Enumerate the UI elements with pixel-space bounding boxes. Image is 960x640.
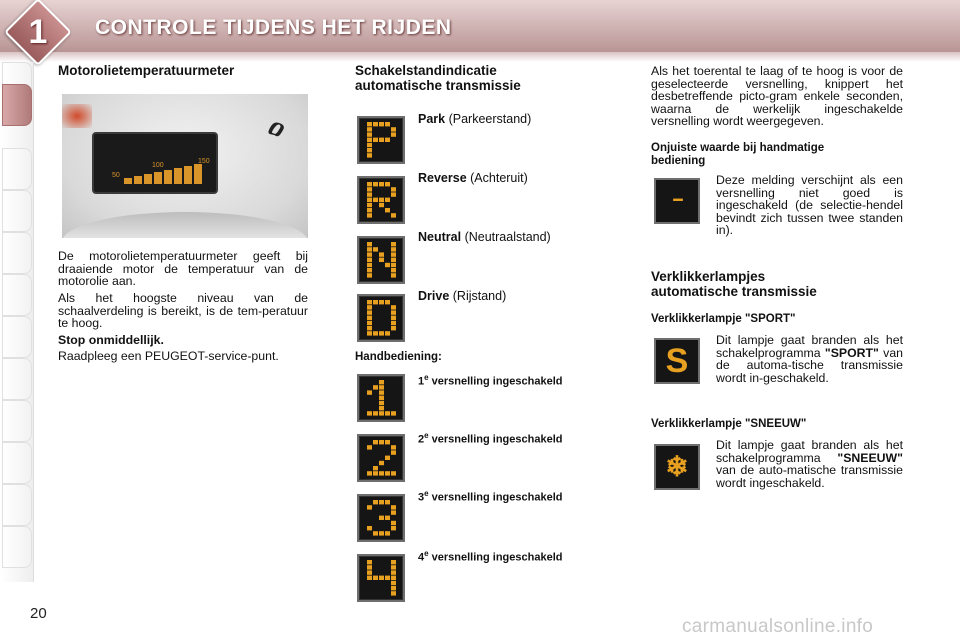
glyph-dot: [379, 252, 384, 256]
glyph-dot: [367, 565, 372, 569]
glyph-dot: [367, 390, 372, 394]
glyph-dot: [385, 138, 390, 142]
glyph-dot: [385, 331, 390, 335]
glyph-dot: [367, 148, 372, 152]
gear-indicator-heading-l1: Schakelstandindicatie: [355, 63, 497, 78]
glyph-dot: [379, 406, 384, 410]
glyph-dot: [379, 500, 384, 504]
chapter-tab[interactable]: [2, 484, 32, 526]
glyph-dot: [367, 445, 372, 449]
glyph-dot: [373, 138, 378, 142]
glyph-dot: [391, 132, 396, 136]
display-p: [357, 116, 405, 164]
chapter-tab[interactable]: [2, 190, 32, 232]
gear-glyph-n: [362, 241, 400, 279]
gear-glyph-4: [362, 559, 400, 597]
dashboard-rim: [62, 212, 308, 238]
glyph-dot: [385, 576, 390, 580]
glyph-dot: [367, 273, 372, 277]
chapter-tab[interactable]: [2, 400, 32, 442]
glyph-dot: [367, 268, 372, 272]
glyph-dot: [379, 203, 384, 207]
display-dashes: [654, 178, 700, 224]
glyph-dot: [385, 411, 390, 415]
glyph-dot: [391, 505, 396, 509]
gauge-tick-label: 150: [198, 158, 210, 165]
glyph-dot: [373, 440, 378, 444]
glyph-dot: [367, 132, 372, 136]
glyph-dot: [367, 331, 372, 335]
glyph-dot: [391, 586, 396, 590]
glyph-dot: [373, 576, 378, 580]
glyph-dot: [391, 445, 396, 449]
glyph-dot: [367, 310, 372, 314]
glyph-dot: [373, 122, 378, 126]
gear-4-label: 4e versnelling ingeschakeld: [418, 549, 563, 564]
gauge-display: [92, 132, 218, 194]
glyph-dot: [391, 526, 396, 530]
gauge-bar: [124, 178, 132, 184]
sport-lamp-text: Dit lampje gaat branden als het schakelprogramma "SPORT" van de automa-tische transmissie wordt in-geschakeld.: [716, 333, 903, 385]
glyph-dot: [367, 127, 372, 131]
glyph-dot: [379, 122, 384, 126]
chapter-tab[interactable]: [2, 232, 32, 274]
glyph-dot: [391, 326, 396, 330]
position-park: Park (Parkeerstand): [418, 112, 532, 126]
glyph-dot: [373, 471, 378, 475]
glyph-dot: [391, 273, 396, 277]
glyph-dot: [367, 505, 372, 509]
glyph-dot: [379, 461, 384, 465]
glyph-dot: [367, 560, 372, 564]
glyph-dot: [367, 263, 372, 267]
glyph-dot: [385, 300, 390, 304]
glyph-dot: [391, 305, 396, 309]
glyph-dot: [367, 411, 372, 415]
glyph-dot: [367, 138, 372, 142]
gear-glyph-r: [362, 181, 400, 219]
glyph-dot: [379, 138, 384, 142]
glyph-dot: [391, 591, 396, 595]
glyph-dot: [379, 198, 384, 202]
glyph-dot: [391, 576, 396, 580]
glyph-dot: [373, 198, 378, 202]
glyph-dot: [367, 182, 372, 186]
gear-glyph-p: [362, 121, 400, 159]
position-reverse: Reverse (Achteruit): [418, 171, 528, 185]
page-number: 20: [30, 605, 47, 622]
wrong-value-heading-l2: bediening: [651, 155, 706, 167]
chapter-tab[interactable]: [2, 442, 32, 484]
glyph-dot: [391, 565, 396, 569]
gear-indicator-heading-l2: automatische transmissie: [355, 78, 521, 93]
glyph-dot: [373, 411, 378, 415]
glyph-dot: [391, 187, 396, 191]
glyph-dot: [379, 576, 384, 580]
glyph-dot: [367, 471, 372, 475]
display-d: [357, 294, 405, 342]
glyph-dot: [391, 213, 396, 217]
glyph-dot: [391, 247, 396, 251]
glyph-dot: [379, 411, 384, 415]
glyph-dot: [367, 321, 372, 325]
glyph-dot: [379, 182, 384, 186]
glyph-dot: [373, 247, 378, 251]
glyph-dot: [379, 331, 384, 335]
gear-1-label: 1e versnelling ingeschakeld: [418, 373, 563, 388]
lamps-heading-l2: automatische transmissie: [651, 284, 817, 299]
service-instruction: Raadpleeg een PEUGEOT-service-punt.: [58, 349, 279, 363]
glyph-dot: [367, 576, 372, 580]
chapter-number: 1: [28, 13, 48, 51]
chapter-tab[interactable]: [2, 526, 32, 568]
glyph-dot: [367, 305, 372, 309]
lamps-heading-l1: Verklikkerlampjes: [651, 269, 766, 284]
glyph-dot: [385, 456, 390, 460]
glyph-dot: [379, 531, 384, 535]
gear-glyph-d: [362, 299, 400, 337]
gauge-bar: [134, 176, 142, 184]
glyph-dot: [385, 208, 390, 212]
glyph-dot: [391, 581, 396, 585]
glyph-dot: [379, 390, 384, 394]
gauge-bar: [154, 172, 162, 184]
glyph-dot: [367, 300, 372, 304]
glyph-dot: [391, 263, 396, 267]
gauge-bar: [144, 174, 152, 184]
dashboard-gauge-image: [62, 94, 308, 238]
gear-3-label: 3e versnelling ingeschakeld: [418, 489, 563, 504]
chapter-tab[interactable]: [2, 148, 32, 190]
glyph-dot: [391, 570, 396, 574]
glyph-dot: [367, 247, 372, 251]
snow-lamp-text: Dit lampje gaat branden als het schakelprogramma "SNEEUW" van de auto-matische transmissie wordt ingeschakeld.: [716, 438, 903, 490]
glyph-dot: [367, 213, 372, 217]
glyph-dot: [367, 192, 372, 196]
glyph-dot: [385, 122, 390, 126]
glyph-dot: [385, 440, 390, 444]
glyph-dot: [379, 401, 384, 405]
stop-instruction: Stop onmiddellijk.: [58, 333, 164, 347]
glyph-dot: [379, 471, 384, 475]
gear-glyph-1: [362, 379, 400, 417]
chapter-tab[interactable]: [2, 358, 32, 400]
glyph-dot: [391, 242, 396, 246]
manual-heading: Handbediening:: [355, 351, 442, 363]
glyph-dot: [385, 198, 390, 202]
dashboard-red-glow: [62, 104, 92, 128]
glyph-dot: [379, 516, 384, 520]
display-3: [357, 494, 405, 542]
glyph-dot: [373, 300, 378, 304]
glyph-dot: [367, 122, 372, 126]
glyph-dot: [367, 258, 372, 262]
glyph-dot: [391, 316, 396, 320]
snow-lamp-heading: Verklikkerlampje "SNEEUW": [651, 418, 807, 430]
oil-temp-description: De motorolietemperatuurmeter geeft bij draaiende motor de temperatuur van de motorolie aan.: [58, 249, 308, 289]
glyph-dot: [391, 321, 396, 325]
glyph-dot: [391, 258, 396, 262]
glyph-dot: [367, 143, 372, 147]
glyph-dot: [373, 500, 378, 504]
glyph-dot: [367, 187, 372, 191]
header-fade: [0, 52, 960, 62]
page-title: CONTROLE TIJDENS HET RIJDEN: [95, 16, 452, 39]
glyph-dot: [379, 440, 384, 444]
glyph-dot: [367, 208, 372, 212]
glyph-dot: [391, 450, 396, 454]
glyph-dot: [373, 531, 378, 535]
snowflake-icon: ❄: [665, 451, 689, 482]
sport-s-icon: S: [665, 342, 689, 380]
display-1: [357, 374, 405, 422]
gauge-bar: [164, 170, 172, 184]
glyph-dot: [391, 310, 396, 314]
glyph-dot: [367, 570, 372, 574]
wrong-value-text: Deze melding verschijnt als een versnelling niet goed is ingeschakeld (de selectie-hendel bevindt zich tussen twee standen in).: [716, 173, 903, 238]
oil-temp-heading: Motorolietemperatuurmeter: [58, 63, 235, 78]
wrong-value-heading-l1: Onjuiste waarde bij handmatige: [651, 142, 825, 154]
chapter-tabs: [0, 62, 34, 582]
glyph-dot: [385, 516, 390, 520]
glyph-dot: [385, 471, 390, 475]
sport-lamp-heading: Verklikkerlampje "SPORT": [651, 313, 796, 325]
watermark: carmanualsonline.info: [682, 616, 874, 637]
glyph-dot: [385, 531, 390, 535]
gear-glyph-2: [362, 439, 400, 477]
display-4: [357, 554, 405, 602]
glyph-dot: [367, 153, 372, 157]
display-snow: [654, 444, 700, 490]
gauge-tick-label: 50: [112, 172, 120, 179]
glyph-dot: [391, 510, 396, 514]
glyph-dot: [391, 521, 396, 525]
gauge-tick-label: 100: [152, 162, 164, 169]
glyph-dot: [385, 263, 390, 267]
gear-2-label: 2e versnelling ingeschakeld: [418, 431, 563, 446]
glyph-dot: [391, 411, 396, 415]
glyph-dot: [367, 203, 372, 207]
glyph-dot: [379, 380, 384, 384]
display-2: [357, 434, 405, 482]
glyph-dot: [367, 526, 372, 530]
glyph-dot: [391, 127, 396, 131]
glyph-dot: [385, 182, 390, 186]
glyph-dot: [385, 500, 390, 504]
glyph-dot: [379, 396, 384, 400]
glyph-dot: [367, 326, 372, 330]
glyph-dot: [367, 316, 372, 320]
position-drive: Drive (Rijstand): [418, 289, 507, 303]
glyph-dot: [367, 252, 372, 256]
glyph-dot: [391, 268, 396, 272]
display-r: [357, 176, 405, 224]
glyph-dot: [367, 198, 372, 202]
display-sport: [654, 338, 700, 384]
oil-temp-warning: Als het hoogste niveau van de schaalverdeling is bereikt, is de tem-peratuur te hoog.: [58, 291, 308, 331]
chapter-tab[interactable]: [2, 316, 32, 358]
glyph-dot: [373, 182, 378, 186]
glyph-dot: [391, 192, 396, 196]
glyph-dot: [379, 258, 384, 262]
glyph-dot: [367, 242, 372, 246]
gauge-bar: [194, 164, 202, 184]
glyph-dot: [391, 471, 396, 475]
dash-glyph: --: [672, 188, 682, 210]
position-neutral: Neutral (Neutraalstand): [418, 230, 551, 244]
glyph-dot: [373, 466, 378, 470]
gear-glyph-3: [362, 499, 400, 537]
glyph-dot: [379, 385, 384, 389]
glyph-dot: [373, 385, 378, 389]
glyph-dot: [373, 331, 378, 335]
glyph-dot: [391, 252, 396, 256]
display-n: [357, 236, 405, 284]
rpm-description: Als het toerental te laag of te hoog is voor de geselecteerde versnelling, knippert het desbetreffende picto-gram enkele seconden, waarna de werkelijk ingeschakelde versnelling wordt weergegeven.: [651, 64, 903, 129]
gauge-bar: [184, 166, 192, 184]
glyph-dot: [379, 300, 384, 304]
chapter-tab-active[interactable]: [2, 84, 32, 126]
chapter-tab[interactable]: [2, 274, 32, 316]
gauge-bar: [174, 168, 182, 184]
glyph-dot: [391, 560, 396, 564]
oil-can-icon: ዐ: [263, 110, 292, 144]
